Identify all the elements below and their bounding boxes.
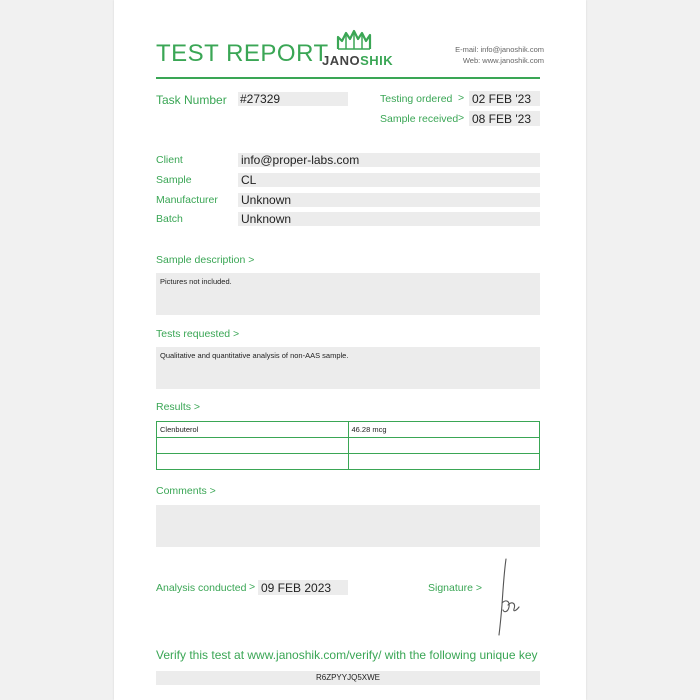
testing-ordered-label: Testing ordered: [380, 93, 453, 105]
sample-field: [238, 173, 540, 187]
result-substance: Clenbuterol: [157, 422, 349, 438]
handwritten-signature: [494, 555, 524, 641]
sample-value: CL: [241, 173, 257, 187]
contact-email: E-mail: info@janoshik.com: [455, 45, 544, 54]
contact-info: [420, 44, 544, 66]
manufacturer-label: Manufacturer: [156, 194, 218, 206]
table-row: [157, 438, 540, 454]
client-value: info@proper-labs.com: [241, 153, 360, 167]
result-substance: [157, 454, 349, 470]
sample-description-label: Sample description >: [156, 254, 255, 266]
sample-description-text: Pictures not included.: [160, 277, 232, 286]
logo-suffix: SHIK: [360, 53, 394, 68]
table-row: [157, 422, 540, 438]
signature-label: Signature >: [428, 582, 482, 594]
comments-box: [156, 505, 540, 547]
logo-wordmark: [322, 53, 393, 68]
analysis-date-value: 09 FEB 2023: [261, 581, 332, 595]
task-number-value: #27329: [240, 92, 281, 106]
table-row: [157, 454, 540, 470]
result-amount: 46.28 mcg: [348, 422, 540, 438]
client-label: Client: [156, 154, 183, 166]
sample-description-box: [156, 273, 540, 315]
analysis-conducted-arrow: >: [249, 581, 256, 593]
janoshik-logo: [322, 27, 394, 68]
result-amount: [348, 454, 540, 470]
sample-received-label: Sample received: [380, 113, 459, 125]
tests-requested-text: Qualitative and quantitative analysis of non-AAS sample.: [160, 351, 349, 360]
contact-web: Web: www.janoshik.com: [462, 56, 544, 65]
results-label: Results >: [156, 401, 201, 413]
sample-received-arrow: >: [458, 112, 465, 124]
result-substance: [157, 438, 349, 454]
testing-ordered-value: 02 FEB '23: [472, 92, 531, 106]
header-divider: [156, 77, 540, 79]
batch-label: Batch: [156, 213, 183, 225]
manufacturer-value: Unknown: [241, 193, 292, 207]
comments-label: Comments >: [156, 485, 216, 497]
sample-received-value: 08 FEB '23: [472, 112, 531, 126]
results-table: [156, 421, 540, 470]
tests-requested-box: [156, 347, 540, 389]
unique-key: R6ZPYYJQ5XWE: [156, 671, 540, 685]
verify-text: Verify this test at www.janoshik.com/verify/ with the following unique key: [156, 648, 538, 662]
testing-ordered-arrow: >: [458, 92, 465, 104]
tests-requested-label: Tests requested >: [156, 328, 240, 340]
result-amount: [348, 438, 540, 454]
logo-mark-icon: [334, 27, 374, 53]
batch-value: Unknown: [241, 212, 292, 226]
analysis-conducted-label: Analysis conducted: [156, 582, 247, 594]
report-title: TEST REPORT: [156, 40, 329, 67]
task-number-label: Task Number: [156, 93, 227, 107]
sample-label: Sample: [156, 174, 192, 186]
logo-prefix: JANO: [322, 53, 361, 68]
